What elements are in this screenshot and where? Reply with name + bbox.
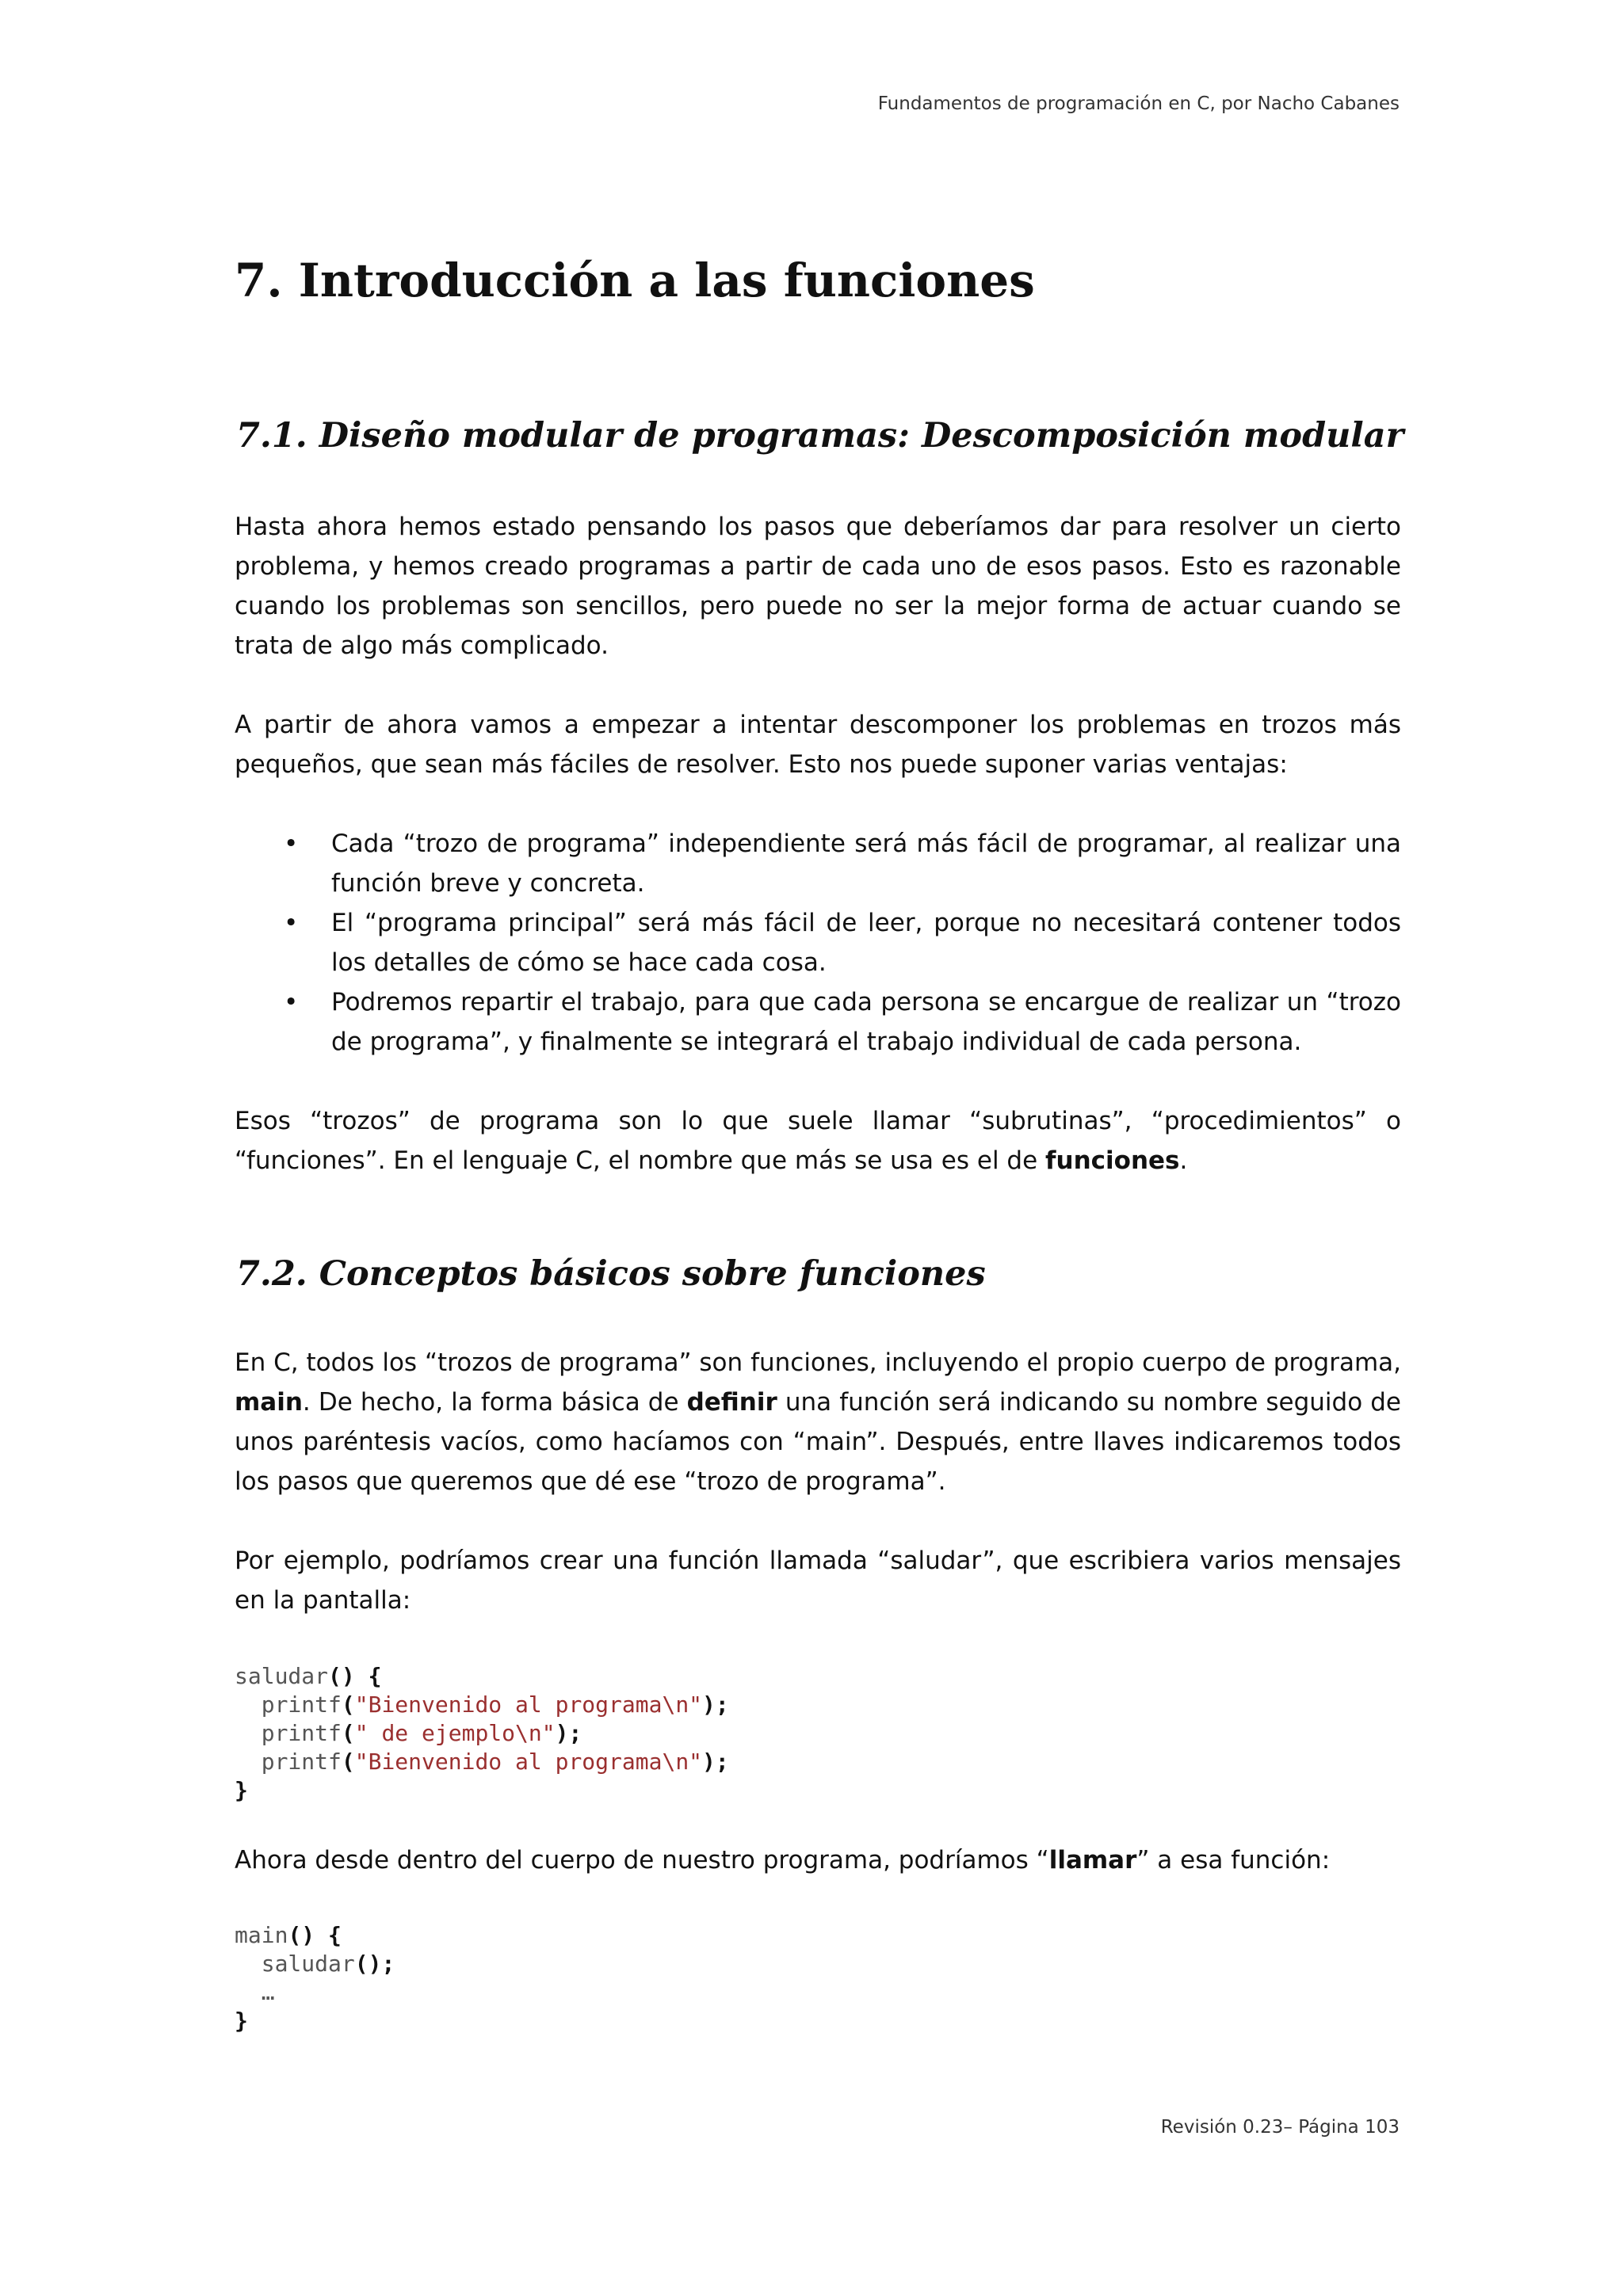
running-header: Fundamentos de programación en C, por Nacho Cabanes <box>877 93 1400 114</box>
advantages-list <box>235 824 1401 1062</box>
list-item <box>235 903 1401 982</box>
section1-paragraph-3: Esos “trozos” de programa son lo que suele llamar “subrutinas”, “procedimientos” o “funciones”. En el lenguaje C, el nombre que más se usa es el de funciones. <box>235 1107 1401 1175</box>
code-block-saludar: saludar() { printf("Bienvenido al programa\n"); printf(" de ejemplo\n"); printf("Bienvenido al programa\n"); } <box>235 1663 729 1803</box>
code-block-main: main() { saludar(); … } <box>235 1922 395 2034</box>
list-item-text: El “programa principal” será más fácil de leer, porque no necesitará contener todos los detalles de cómo se hace cada cosa. <box>331 909 1401 977</box>
bold-term-main: main <box>235 1388 303 1417</box>
bold-term-llamar: llamar <box>1048 1846 1137 1875</box>
list-item-text: Podremos repartir el trabajo, para que cada persona se encargue de realizar un “trozo de programa”, y finalmente se integrará el trabajo individual de cada persona. <box>331 988 1401 1056</box>
page-footer: Revisión 0.23– Página 103 <box>1160 2117 1400 2138</box>
bullet-icon: • <box>284 988 299 1016</box>
list-item <box>235 982 1401 1062</box>
section2-paragraph-2: Por ejemplo, podríamos crear una función llamada “saludar”, que escribiera varios mensajes en la pantalla: <box>235 1547 1401 1615</box>
bullet-icon: • <box>284 830 299 858</box>
bold-term-definir: definir <box>686 1388 777 1417</box>
section-title-7-1: 7.1. Diseño modular de programas: Descomposición modular <box>236 416 1404 456</box>
section2-paragraph-1: En C, todos los “trozos de programa” son funciones, incluyendo el propio cuerpo de programa, main. De hecho, la forma básica de definir una función será indicando su nombre seguido de unos paréntesis vacíos, como hacíamos con “main”. Después, entre llaves indicaremos todos los pasos que queremos que dé ese “trozo de programa”. <box>235 1348 1401 1496</box>
list-item <box>235 824 1401 903</box>
chapter-title: 7. Introducción a las funciones <box>235 254 1035 307</box>
section1-paragraph-2: A partir de ahora vamos a empezar a intentar descomponer los problemas en trozos más pequeños, que sean más fáciles de resolver. Esto nos puede suponer varias ventajas: <box>235 711 1401 779</box>
bullet-icon: • <box>284 909 299 937</box>
section2-paragraph-3: Ahora desde dentro del cuerpo de nuestro programa, podríamos “llamar” a esa función: <box>235 1846 1331 1875</box>
section1-paragraph-1: Hasta ahora hemos estado pensando los pasos que deberíamos dar para resolver un cierto problema, y hemos creado programas a partir de cada uno de esos pasos. Esto es razonable cuando los problemas son sencillos, pero puede no ser la mejor forma de actuar cuando se trata de algo más complicado. <box>235 513 1401 660</box>
section-title-7-2: 7.2. Conceptos básicos sobre funciones <box>236 1254 986 1294</box>
list-item-text: Cada “trozo de programa” independiente será más fácil de programar, al realizar una función breve y concreta. <box>331 830 1401 898</box>
bold-term-funciones: funciones <box>1045 1146 1180 1175</box>
